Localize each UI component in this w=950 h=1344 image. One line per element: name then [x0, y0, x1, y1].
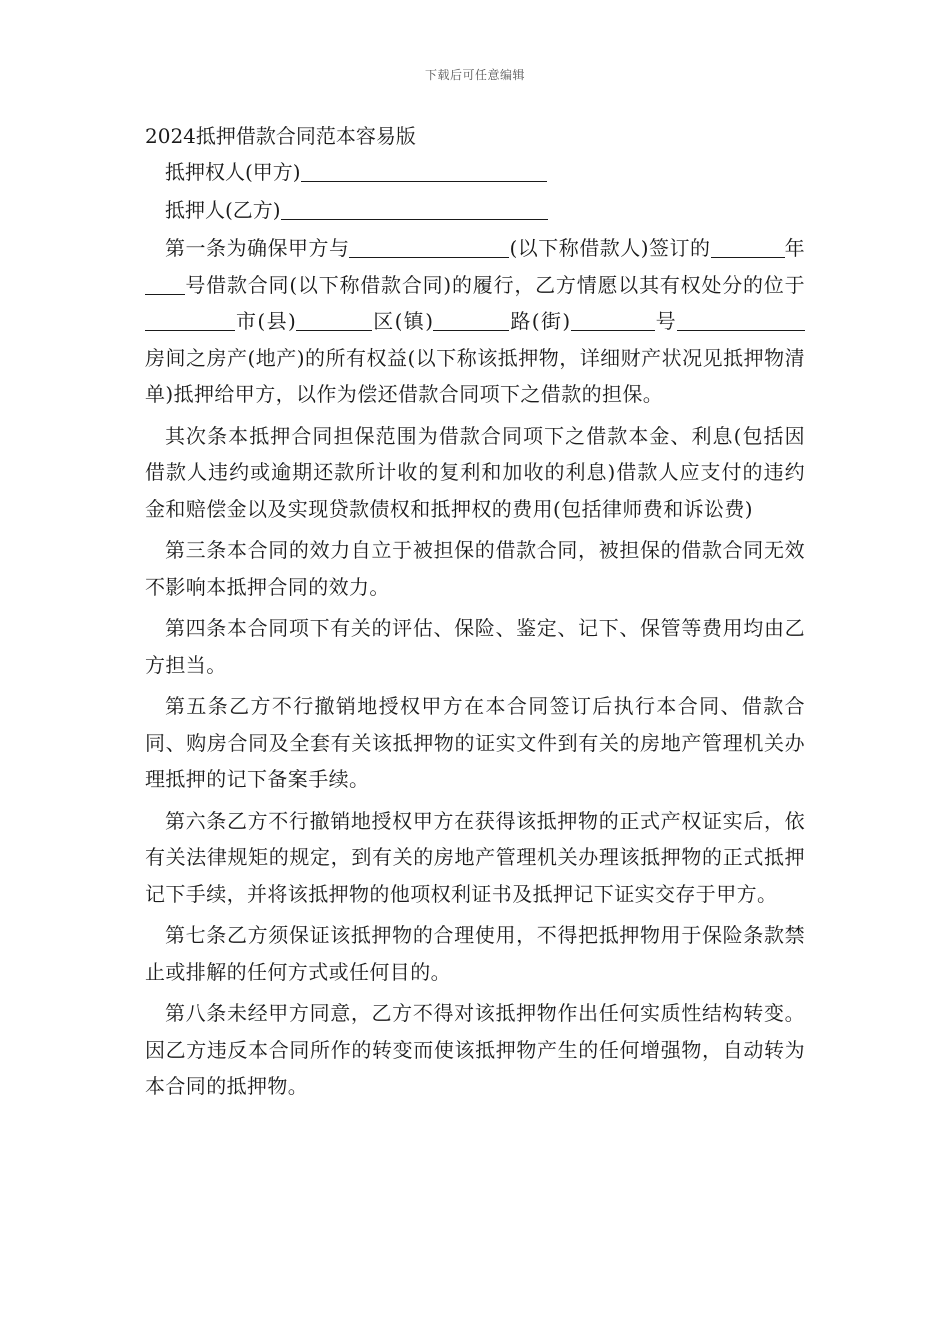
- clause-3: 第三条本合同的效力自立于被担保的借款合同，被担保的借款合同无效不影响本抵押合同的效力。: [145, 538, 805, 599]
- street-number-blank[interactable]: [571, 310, 655, 331]
- clause-4: 第四条本合同项下有关的评估、保险、鉴定、记下、保管等费用均由乙方担当。: [145, 616, 805, 677]
- mortgagee-blank[interactable]: [301, 161, 547, 182]
- document-body: [145, 118, 805, 1110]
- clause-5: 第五条乙方不行撤销地授权甲方在本合同签订后执行本合同、借款合同、购房合同及全套有关该抵押物的证实文件到有关的房地产管理机关办理抵押的记下备案手续。: [145, 694, 805, 791]
- city-blank[interactable]: [145, 310, 235, 331]
- mortgagor-blank[interactable]: [281, 199, 548, 220]
- clause-1-text-9: 房间之房产(地产)的所有权益(以下称该抵押物，详细财产状况见抵押物清单)抵押给甲方，以作为偿还借款合同项下之借款的担保。: [145, 345, 805, 406]
- room-blank[interactable]: [677, 310, 805, 331]
- page-header-note: 下载后可任意编辑: [424, 68, 525, 82]
- document-title: 2024抵押借款合同范本容易版: [145, 124, 416, 148]
- clause-1-text-2: (以下称借款人)签订的: [509, 236, 711, 260]
- mortgagor-line: [145, 192, 805, 228]
- clause-1-text-4: 号借款合同(以下称借款合同)的履行，乙方情愿以其有权处分的位于: [185, 272, 805, 297]
- borrower-blank[interactable]: [349, 237, 509, 258]
- date-year-blank[interactable]: [711, 237, 785, 258]
- clause-1-text-7: 路(街): [509, 309, 571, 333]
- mortgagee-label: 抵押权人(甲方): [165, 160, 301, 184]
- clause-1-text-8: 号: [654, 309, 678, 333]
- mortgagee-line: [145, 154, 805, 190]
- road-blank[interactable]: [433, 310, 509, 331]
- clause-7: 第七条乙方须保证该抵押物的合理使用，不得把抵押物用于保险条款禁止或排解的任何方式或任何目的。: [145, 923, 805, 984]
- contract-number-blank[interactable]: [145, 274, 185, 295]
- clause-1-text-3: 年: [784, 236, 805, 260]
- mortgagor-label: 抵押人(乙方): [165, 198, 281, 222]
- clause-2: 其次条本抵押合同担保范围为借款合同项下之借款本金、利息(包括因借款人违约或逾期还款所计收的复利和加收的利息)借款人应支付的违约金和赔偿金以及实现贷款债权和抵押权的费用(包括律师费和诉讼费): [145, 423, 805, 521]
- clause-1-text-1: 第一条为确保甲方与: [165, 236, 350, 260]
- clause-1-text-5: 市(县): [235, 309, 297, 333]
- clause-8: 第八条未经甲方同意，乙方不得对该抵押物作出任何实质性结构转变。因乙方违反本合同所作的转变而使该抵押物产生的任何增强物，自动转为本合同的抵押物。: [145, 1001, 805, 1098]
- clause-1: [145, 230, 805, 413]
- clause-6: 第六条乙方不行撤销地授权甲方在获得该抵押物的正式产权证实后，依有关法律规矩的规定，到有关的房地产管理机关办理该抵押物的正式抵押记下手续，并将该抵押物的他项权利证书及抵押记下证实交存于甲方。: [145, 808, 805, 906]
- clause-1-text-6: 区(镇): [372, 309, 434, 333]
- district-blank[interactable]: [296, 310, 372, 331]
